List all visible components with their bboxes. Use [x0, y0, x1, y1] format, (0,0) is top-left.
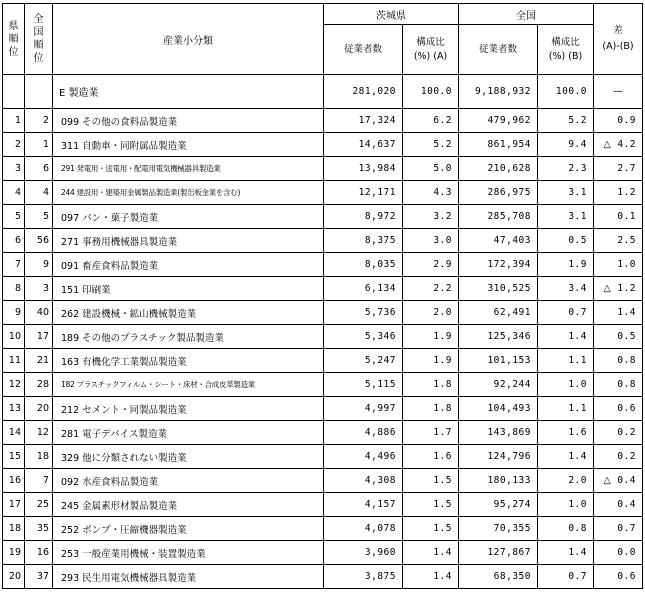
header-industry: 産業小分類 — [53, 4, 324, 75]
industry-name-cell: 212 セメント・同製品製造業 — [53, 397, 324, 421]
pref-rank-cell: 17 — [3, 493, 25, 517]
ibaraki-ratio-cell: 2.9 — [403, 253, 459, 277]
diff-cell — [594, 325, 643, 349]
diff-cell — [594, 229, 643, 253]
national-employees-cell: 479,962 — [459, 109, 538, 133]
table-row — [3, 301, 643, 325]
industry-name-cell: 262 建設機械・鉱山機械製造業 — [53, 301, 324, 325]
table-row — [3, 541, 643, 565]
ibaraki-employees-cell: 14,637 — [324, 133, 403, 157]
ibaraki-employees-cell: 4,496 — [324, 445, 403, 469]
section-national-rank — [25, 75, 53, 109]
diff-value: 0.8 — [617, 379, 636, 390]
section-diff: — — [594, 75, 643, 109]
header-national-rank: 全 国 順 位 — [25, 4, 53, 75]
ibaraki-employees-cell: 8,972 — [324, 205, 403, 229]
industry-name-cell: 151 印刷業 — [53, 277, 324, 301]
diff-value: 0.4 — [617, 475, 636, 486]
table-row — [3, 373, 643, 397]
negative-mark: △ — [603, 283, 612, 294]
diff-value: 0.2 — [617, 451, 636, 462]
national-ratio-cell: 0.5 — [538, 229, 594, 253]
ibaraki-ratio-cell: 6.2 — [403, 109, 459, 133]
diff-value: 2.7 — [617, 163, 636, 174]
diff-value: 0.2 — [617, 427, 636, 438]
national-ratio-cell: 3.4 — [538, 277, 594, 301]
national-ratio-cell: 1.1 — [538, 397, 594, 421]
pref-rank-cell: 19 — [3, 541, 25, 565]
national-rank-cell: 35 — [25, 517, 53, 541]
national-ratio-cell: 0.8 — [538, 517, 594, 541]
ibaraki-ratio-cell: 1.7 — [403, 421, 459, 445]
national-rank-cell: 4 — [25, 181, 53, 205]
header-pref-rank: 県 順 位 — [3, 4, 25, 75]
header-national-employees: 従業者数 — [459, 25, 538, 75]
national-ratio-cell: 1.1 — [538, 349, 594, 373]
table-row — [3, 109, 643, 133]
national-rank-cell: 9 — [25, 253, 53, 277]
diff-cell — [594, 373, 643, 397]
national-rank-cell: 28 — [25, 373, 53, 397]
negative-mark: △ — [603, 475, 612, 486]
table-row — [3, 517, 643, 541]
ibaraki-ratio-cell: 1.4 — [403, 565, 459, 589]
diff-cell — [594, 109, 643, 133]
table-row — [3, 325, 643, 349]
pref-rank-cell: 11 — [3, 349, 25, 373]
table-row — [3, 133, 643, 157]
ibaraki-ratio-cell: 5.0 — [403, 157, 459, 181]
diff-value: 0.1 — [617, 211, 636, 222]
pref-rank-cell: 7 — [3, 253, 25, 277]
industry-name-cell: 244 建設用・建築用金属製品製造業(製缶板金業を含む) — [53, 181, 324, 205]
national-rank-cell: 2 — [25, 109, 53, 133]
ibaraki-employees-cell: 13,984 — [324, 157, 403, 181]
diff-value: 0.6 — [617, 403, 636, 414]
diff-cell — [594, 445, 643, 469]
national-rank-cell: 5 — [25, 205, 53, 229]
pref-rank-cell: 15 — [3, 445, 25, 469]
ibaraki-employees-cell: 5,115 — [324, 373, 403, 397]
table-row — [3, 565, 643, 589]
industry-name-cell: 311 自動車・同附属品製造業 — [53, 133, 324, 157]
ibaraki-ratio-cell: 2.0 — [403, 301, 459, 325]
national-employees-cell: 101,153 — [459, 349, 538, 373]
ibaraki-employees-cell: 17,324 — [324, 109, 403, 133]
national-employees-cell: 210,628 — [459, 157, 538, 181]
national-rank-cell: 40 — [25, 301, 53, 325]
table-row — [3, 349, 643, 373]
diff-value: 1.2 — [617, 187, 636, 198]
industry-name-cell: 281 電子デバイス製造業 — [53, 421, 324, 445]
national-rank-cell: 20 — [25, 397, 53, 421]
ibaraki-employees-cell: 5,346 — [324, 325, 403, 349]
national-employees-cell: 285,708 — [459, 205, 538, 229]
national-rank-cell: 56 — [25, 229, 53, 253]
national-rank-cell: 1 — [25, 133, 53, 157]
ibaraki-employees-cell: 8,375 — [324, 229, 403, 253]
industry-name-cell: 245 金属素形材製品製造業 — [53, 493, 324, 517]
header-ibaraki-ratio: 構成比 (%) (A) — [403, 25, 459, 75]
industry-name-cell: 293 民生用電気機械器具製造業 — [53, 565, 324, 589]
ibaraki-ratio-cell: 1.5 — [403, 469, 459, 493]
diff-cell — [594, 469, 643, 493]
ibaraki-ratio-cell: 1.9 — [403, 325, 459, 349]
diff-cell — [594, 517, 643, 541]
national-employees-cell: 172,394 — [459, 253, 538, 277]
section-national-ratio: 100.0 — [538, 75, 594, 109]
national-employees-cell: 104,493 — [459, 397, 538, 421]
table-row — [3, 181, 643, 205]
diff-value: 0.6 — [617, 571, 636, 582]
national-ratio-cell: 0.7 — [538, 565, 594, 589]
diff-value: 4.2 — [617, 139, 636, 150]
national-ratio-cell: 2.0 — [538, 469, 594, 493]
negative-mark: △ — [603, 139, 612, 150]
diff-value: 0.4 — [617, 499, 636, 510]
diff-cell — [594, 565, 643, 589]
ibaraki-employees-cell: 8,035 — [324, 253, 403, 277]
national-employees-cell: 62,491 — [459, 301, 538, 325]
table-row — [3, 205, 643, 229]
national-employees-cell: 143,869 — [459, 421, 538, 445]
diff-value: 1.0 — [617, 259, 636, 270]
industry-name-cell: 092 水産食料品製造業 — [53, 469, 324, 493]
national-employees-cell: 124,796 — [459, 445, 538, 469]
pref-rank-cell: 9 — [3, 301, 25, 325]
national-ratio-cell: 3.1 — [538, 181, 594, 205]
national-ratio-cell: 1.4 — [538, 445, 594, 469]
national-employees-cell: 92,244 — [459, 373, 538, 397]
diff-value: 0.8 — [617, 355, 636, 366]
ibaraki-employees-cell: 4,886 — [324, 421, 403, 445]
table-row — [3, 493, 643, 517]
ibaraki-employees-cell: 6,134 — [324, 277, 403, 301]
header-ibaraki: 茨城県 — [324, 4, 459, 25]
ibaraki-employees-cell: 4,157 — [324, 493, 403, 517]
diff-cell — [594, 181, 643, 205]
national-ratio-cell: 2.3 — [538, 157, 594, 181]
ibaraki-ratio-cell: 1.9 — [403, 349, 459, 373]
pref-rank-cell: 6 — [3, 229, 25, 253]
national-rank-cell: 17 — [25, 325, 53, 349]
section-ibaraki-ratio: 100.0 — [403, 75, 459, 109]
national-employees-cell: 310,525 — [459, 277, 538, 301]
ibaraki-ratio-cell: 3.2 — [403, 205, 459, 229]
industry-name-cell: 182 プラスチックフィルム・シート・床材・合成皮革製造業 — [53, 373, 324, 397]
ibaraki-ratio-cell: 1.8 — [403, 373, 459, 397]
national-ratio-cell: 0.7 — [538, 301, 594, 325]
industry-name-cell: 091 畜産食料品製造業 — [53, 253, 324, 277]
table-row — [3, 421, 643, 445]
diff-value: 2.5 — [617, 235, 636, 246]
pref-rank-cell: 16 — [3, 469, 25, 493]
national-employees-cell: 68,350 — [459, 565, 538, 589]
national-rank-cell: 3 — [25, 277, 53, 301]
header-ibaraki-employees: 従業者数 — [324, 25, 403, 75]
national-ratio-cell: 1.4 — [538, 325, 594, 349]
national-employees-cell: 95,274 — [459, 493, 538, 517]
section-label: E 製造業 — [53, 75, 324, 109]
industry-name-cell: 099 その他の食料品製造業 — [53, 109, 324, 133]
diff-cell — [594, 301, 643, 325]
ibaraki-ratio-cell: 1.6 — [403, 445, 459, 469]
diff-cell — [594, 397, 643, 421]
header-national: 全国 — [459, 4, 594, 25]
national-ratio-cell: 5.2 — [538, 109, 594, 133]
national-ratio-cell: 9.4 — [538, 133, 594, 157]
industry-name-cell: 189 その他のプラスチック製品製造業 — [53, 325, 324, 349]
pref-rank-cell: 8 — [3, 277, 25, 301]
pref-rank-cell: 10 — [3, 325, 25, 349]
pref-rank-cell: 4 — [3, 181, 25, 205]
ibaraki-ratio-cell: 2.2 — [403, 277, 459, 301]
ibaraki-employees-cell: 3,960 — [324, 541, 403, 565]
industry-name-cell: 097 パン・菓子製造業 — [53, 205, 324, 229]
national-employees-cell: 47,403 — [459, 229, 538, 253]
ibaraki-ratio-cell: 1.5 — [403, 493, 459, 517]
industry-name-cell: 329 他に分類されない製造業 — [53, 445, 324, 469]
diff-cell — [594, 277, 643, 301]
pref-rank-cell: 1 — [3, 109, 25, 133]
national-employees-cell: 861,954 — [459, 133, 538, 157]
national-ratio-cell: 1.0 — [538, 373, 594, 397]
pref-rank-cell: 12 — [3, 373, 25, 397]
table-row — [3, 277, 643, 301]
table-row — [3, 229, 643, 253]
diff-value: 0.5 — [617, 331, 636, 342]
national-employees-cell: 127,867 — [459, 541, 538, 565]
diff-value: 1.2 — [617, 283, 636, 294]
national-rank-cell: 6 — [25, 157, 53, 181]
table-row — [3, 157, 643, 181]
diff-value: 0.9 — [617, 115, 636, 126]
ibaraki-employees-cell: 5,247 — [324, 349, 403, 373]
diff-cell — [594, 205, 643, 229]
national-rank-cell: 21 — [25, 349, 53, 373]
section-ibaraki-employees: 281,020 — [324, 75, 403, 109]
pref-rank-cell: 18 — [3, 517, 25, 541]
diff-cell — [594, 421, 643, 445]
ibaraki-ratio-cell: 1.4 — [403, 541, 459, 565]
ibaraki-ratio-cell: 4.3 — [403, 181, 459, 205]
national-employees-cell: 286,975 — [459, 181, 538, 205]
section-national-employees: 9,188,932 — [459, 75, 538, 109]
national-ratio-cell: 3.1 — [538, 205, 594, 229]
ibaraki-ratio-cell: 1.5 — [403, 517, 459, 541]
ibaraki-employees-cell: 3,875 — [324, 565, 403, 589]
national-rank-cell: 18 — [25, 445, 53, 469]
diff-cell — [594, 157, 643, 181]
diff-value: 0.0 — [617, 547, 636, 558]
table-row — [3, 253, 643, 277]
national-employees-cell: 70,355 — [459, 517, 538, 541]
table-row — [3, 445, 643, 469]
industry-name-cell: 252 ポンプ・圧縮機器製造業 — [53, 517, 324, 541]
header-national-ratio: 構成比 (%) (B) — [538, 25, 594, 75]
employment-table — [2, 3, 643, 589]
section-pref-rank — [3, 75, 25, 109]
pref-rank-cell: 2 — [3, 133, 25, 157]
ibaraki-employees-cell: 12,171 — [324, 181, 403, 205]
industry-name-cell: 253 一般産業用機械・装置製造業 — [53, 541, 324, 565]
ibaraki-ratio-cell: 1.8 — [403, 397, 459, 421]
diff-value: 0.7 — [617, 523, 636, 534]
ibaraki-employees-cell: 4,997 — [324, 397, 403, 421]
diff-cell — [594, 493, 643, 517]
ibaraki-employees-cell: 4,308 — [324, 469, 403, 493]
diff-cell — [594, 253, 643, 277]
section-row-manufacturing — [3, 75, 643, 109]
national-employees-cell: 180,133 — [459, 469, 538, 493]
ibaraki-ratio-cell: 5.2 — [403, 133, 459, 157]
ibaraki-ratio-cell: 3.0 — [403, 229, 459, 253]
industry-name-cell: 271 事務用機械器具製造業 — [53, 229, 324, 253]
national-ratio-cell: 1.4 — [538, 541, 594, 565]
industry-name-cell: 291 発電用・送電用・配電用電気機械器具製造業 — [53, 157, 324, 181]
pref-rank-cell: 14 — [3, 421, 25, 445]
diff-value: 1.4 — [617, 307, 636, 318]
pref-rank-cell: 5 — [3, 205, 25, 229]
national-rank-cell: 37 — [25, 565, 53, 589]
national-ratio-cell: 1.6 — [538, 421, 594, 445]
national-ratio-cell: 1.0 — [538, 493, 594, 517]
national-employees-cell: 125,346 — [459, 325, 538, 349]
pref-rank-cell: 13 — [3, 397, 25, 421]
national-ratio-cell: 1.9 — [538, 253, 594, 277]
national-rank-cell: 12 — [25, 421, 53, 445]
diff-cell — [594, 133, 643, 157]
national-rank-cell: 7 — [25, 469, 53, 493]
national-rank-cell: 16 — [25, 541, 53, 565]
diff-cell — [594, 541, 643, 565]
header-diff: 差 (A)-(B) — [594, 4, 643, 75]
pref-rank-cell: 3 — [3, 157, 25, 181]
ibaraki-employees-cell: 5,736 — [324, 301, 403, 325]
pref-rank-cell: 20 — [3, 565, 25, 589]
table-row — [3, 397, 643, 421]
ibaraki-employees-cell: 4,078 — [324, 517, 403, 541]
diff-cell — [594, 349, 643, 373]
national-rank-cell: 25 — [25, 493, 53, 517]
industry-name-cell: 163 有機化学工業製品製造業 — [53, 349, 324, 373]
table-row — [3, 469, 643, 493]
